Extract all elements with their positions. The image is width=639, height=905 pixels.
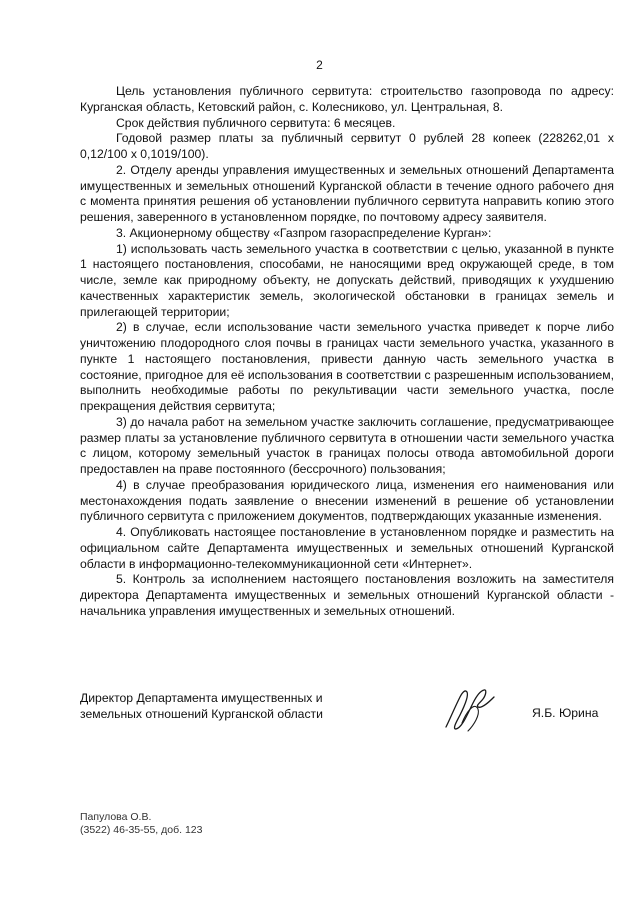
paragraph: 5. Контроль за исполнением настоящего постановления возложить на заместителя директора Департамента имущественных и земельных отношений Курганской области - начальника управления имущественных и земельных отношений. bbox=[80, 572, 614, 618]
footer bbox=[80, 811, 202, 837]
paragraph: 4. Опубликовать настоящее постановление в установленном порядке и разместить на официальном сайте Департамента имущественных и земельных отношений Курганской области в информационно-телекоммуникационной сети «Интернет». bbox=[80, 525, 614, 571]
paragraph: Цель установления публичного сервитута: строительство газопровода по адресу: Курганская область, Кетовский район, с. Колесниково, ул. Центральная, 8. bbox=[80, 84, 614, 114]
paragraph: 4) в случае преобразования юридического лица, изменения его наименования или местонахождения подать заявление о внесении изменений в решение об установлении публичного сервитута с приложением документов, подтверждающих указанные изменения. bbox=[80, 477, 614, 524]
paragraph: 2) в случае, если использование части земельного участка приведет к порче либо уничтожению плодородного слоя почвы в границах части земельного участка, указанного в пункте 1 настоящего постановления, привести данную часть земельного участка в состояние, пригодное для её использования в соответствии с разрешенным использованием, выполнить необходимые работы по рекультивации части земельного участка, после прекращения действия сервитута; bbox=[80, 320, 614, 413]
position-line: Директор Департамента имущественных и bbox=[80, 691, 323, 705]
paragraph: 3) до начала работ на земельном участке заключить соглашение, предусматривающее размер платы за установление публичного сервитута в отношении части земельного участка с лицом, которому земельный участок в границах полосы отвода автомобильной дороги предоставлен на праве постоянного (бессрочного) пользования; bbox=[80, 414, 614, 476]
handwritten-signature bbox=[440, 683, 500, 735]
executor-phone: (3522) 46-35-55, доб. 123 bbox=[80, 824, 203, 836]
signatory-name: Я.Б. Юрина bbox=[532, 706, 599, 720]
paragraph: 1) использовать часть земельного участка в соответствии с целью, указанной в пункте 1 настоящего постановления, способами, не наносящими вред окружающей среде, в том числе, земле как природному объекту, не допускать действий, приводящих к ухудшению качественных характеристик земель, экологической обстановки в границах земель и прилегающей территории; bbox=[80, 241, 614, 319]
paragraph: 3. Акционерному обществу «Газпром газораспределение Курган»: bbox=[116, 225, 492, 240]
paragraph: Годовой размер платы за публичный сервитут 0 рублей 28 копеек (228262,01 х 0,12/100 х 0,1019/100). bbox=[80, 131, 614, 161]
paragraph: Срок действия публичного сервитута: 6 месяцев. bbox=[116, 115, 396, 130]
page-number: 2 bbox=[316, 58, 323, 72]
executor-name: Папулова О.В. bbox=[80, 811, 152, 823]
position-line: земельных отношений Курганской области bbox=[80, 707, 323, 721]
paragraph: 2. Отделу аренды управления имущественных и земельных отношений Департамента имущественных и земельных отношений Курганской области в течение одного рабочего дня с момента принятия решения об установлении публичного сервитута направить копию этого решения, заверенного в установленном порядке, по почтовому адресу заявителя. bbox=[80, 162, 614, 224]
document-body bbox=[80, 84, 614, 620]
signatory-position bbox=[80, 690, 323, 722]
